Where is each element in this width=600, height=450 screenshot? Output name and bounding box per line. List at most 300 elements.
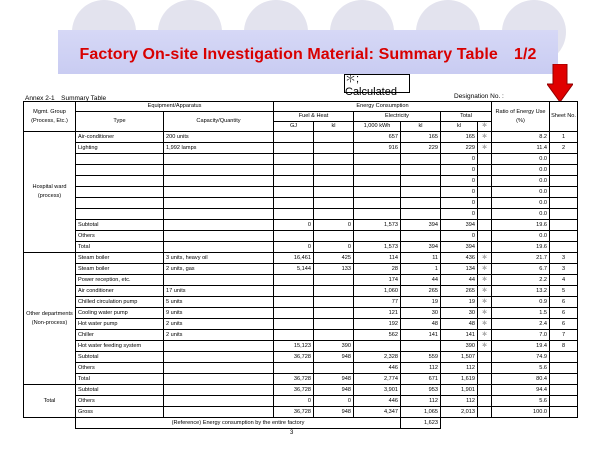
row-calc-mark: ＊ bbox=[478, 264, 492, 275]
table-row bbox=[24, 220, 578, 231]
row-elec-kwh: 2,328 bbox=[354, 352, 401, 363]
row-elec-kl: 141 bbox=[401, 330, 441, 341]
table-row bbox=[24, 264, 578, 275]
row-capacity bbox=[164, 209, 274, 220]
row-calc-mark: ＊ bbox=[478, 143, 492, 154]
row-capacity: 3 units, heavy oil bbox=[164, 253, 274, 264]
reference-row bbox=[24, 418, 578, 429]
row-elec-kwh: 4,347 bbox=[354, 407, 401, 418]
table-row bbox=[24, 209, 578, 220]
row-ratio: 74.9 bbox=[492, 352, 550, 363]
table-row bbox=[24, 319, 578, 330]
row-calc-mark bbox=[478, 374, 492, 385]
table-row bbox=[24, 198, 578, 209]
row-sheet-no bbox=[550, 242, 578, 253]
row-elec-kwh: 192 bbox=[354, 319, 401, 330]
row-total-kl: 394 bbox=[441, 242, 478, 253]
row-sheet-no: 1 bbox=[550, 132, 578, 143]
row-total-kl: 165 bbox=[441, 132, 478, 143]
row-fuel-gj bbox=[274, 132, 314, 143]
row-fuel-kl bbox=[314, 187, 354, 198]
header-sheet: Sheet No. bbox=[550, 102, 578, 132]
row-ratio: 5.6 bbox=[492, 396, 550, 407]
row-ratio: 94.4 bbox=[492, 385, 550, 396]
table-row bbox=[24, 176, 578, 187]
row-type: Gross bbox=[76, 407, 164, 418]
row-sheet-no bbox=[550, 396, 578, 407]
row-elec-kl: 11 bbox=[401, 253, 441, 264]
table-row bbox=[24, 286, 578, 297]
row-fuel-kl: 0 bbox=[314, 396, 354, 407]
row-total-kl: 0 bbox=[441, 209, 478, 220]
row-capacity: 200 units bbox=[164, 132, 274, 143]
row-fuel-kl: 425 bbox=[314, 253, 354, 264]
row-fuel-kl bbox=[314, 286, 354, 297]
row-type bbox=[76, 176, 164, 187]
row-sheet-no bbox=[550, 220, 578, 231]
row-type bbox=[76, 187, 164, 198]
table-row bbox=[24, 275, 578, 286]
table-row bbox=[24, 154, 578, 165]
header-capacity: Capacity/Quantity bbox=[164, 112, 274, 132]
row-ratio: 1.5 bbox=[492, 308, 550, 319]
row-capacity bbox=[164, 341, 274, 352]
row-capacity bbox=[164, 187, 274, 198]
row-elec-kwh: 916 bbox=[354, 143, 401, 154]
reference-label: (Reference) Energy consumption by the entire factory bbox=[76, 418, 401, 429]
row-sheet-no bbox=[550, 385, 578, 396]
row-type: Air-conditioner bbox=[76, 132, 164, 143]
row-ratio: 19.6 bbox=[492, 220, 550, 231]
row-sheet-no: 6 bbox=[550, 319, 578, 330]
row-elec-kwh: 1,573 bbox=[354, 242, 401, 253]
row-fuel-kl: 390 bbox=[314, 341, 354, 352]
row-total-kl: 0 bbox=[441, 165, 478, 176]
row-fuel-kl bbox=[314, 176, 354, 187]
row-elec-kl: 112 bbox=[401, 363, 441, 374]
row-sheet-no bbox=[550, 165, 578, 176]
row-elec-kl bbox=[401, 187, 441, 198]
row-fuel-gj bbox=[274, 154, 314, 165]
row-fuel-gj: 36,728 bbox=[274, 374, 314, 385]
row-calc-mark bbox=[478, 154, 492, 165]
row-capacity: 5 units bbox=[164, 297, 274, 308]
row-fuel-gj: 5,144 bbox=[274, 264, 314, 275]
row-total-kl: 0 bbox=[441, 198, 478, 209]
row-elec-kwh bbox=[354, 176, 401, 187]
row-calc-mark bbox=[478, 352, 492, 363]
row-type: Chilled circulation pump bbox=[76, 297, 164, 308]
row-capacity bbox=[164, 165, 274, 176]
row-capacity bbox=[164, 352, 274, 363]
row-ratio: 2.4 bbox=[492, 319, 550, 330]
row-fuel-kl: 0 bbox=[314, 220, 354, 231]
row-sheet-no bbox=[550, 176, 578, 187]
row-elec-kl bbox=[401, 231, 441, 242]
row-elec-kwh bbox=[354, 341, 401, 352]
row-sheet-no bbox=[550, 198, 578, 209]
row-total-kl: 1,619 bbox=[441, 374, 478, 385]
row-ratio: 2.2 bbox=[492, 275, 550, 286]
row-fuel-kl bbox=[314, 297, 354, 308]
row-capacity bbox=[164, 374, 274, 385]
row-ratio: 21.7 bbox=[492, 253, 550, 264]
row-fuel-gj: 36,728 bbox=[274, 407, 314, 418]
row-fuel-gj: 36,728 bbox=[274, 352, 314, 363]
row-fuel-kl bbox=[314, 154, 354, 165]
row-elec-kl bbox=[401, 198, 441, 209]
row-elec-kl bbox=[401, 165, 441, 176]
row-fuel-gj bbox=[274, 198, 314, 209]
row-elec-kl: 394 bbox=[401, 220, 441, 231]
row-calc-mark bbox=[478, 363, 492, 374]
row-fuel-gj bbox=[274, 165, 314, 176]
row-calc-mark bbox=[478, 165, 492, 176]
row-elec-kwh bbox=[354, 165, 401, 176]
row-total-kl: 0 bbox=[441, 187, 478, 198]
header-unit-kl: kl bbox=[314, 122, 354, 132]
row-elec-kwh bbox=[354, 154, 401, 165]
header-type: Type bbox=[76, 112, 164, 132]
row-capacity bbox=[164, 363, 274, 374]
table-row bbox=[24, 407, 578, 418]
row-type: Others bbox=[76, 363, 164, 374]
header-fuel-heat: Fuel & Heat bbox=[274, 112, 354, 122]
row-ratio: 8.2 bbox=[492, 132, 550, 143]
row-fuel-kl bbox=[314, 330, 354, 341]
row-sheet-no: 4 bbox=[550, 275, 578, 286]
row-total-kl: 134 bbox=[441, 264, 478, 275]
row-type: Hot water feeding system bbox=[76, 341, 164, 352]
page-title: Factory On-site Investigation Material: Summary Table 1/2 bbox=[79, 45, 537, 63]
table-row bbox=[24, 308, 578, 319]
summary-table-body bbox=[24, 102, 578, 429]
row-elec-kwh bbox=[354, 209, 401, 220]
header-ratio: Ratio of Energy Use (%) bbox=[492, 102, 550, 132]
row-ratio: 80.4 bbox=[492, 374, 550, 385]
row-elec-kl: 48 bbox=[401, 319, 441, 330]
row-fuel-kl bbox=[314, 275, 354, 286]
row-calc-mark bbox=[478, 220, 492, 231]
header-total: Total bbox=[441, 112, 492, 122]
calculated-note: ＊; Calculated bbox=[344, 74, 410, 93]
row-type: Subtotal bbox=[76, 385, 164, 396]
row-calc-mark: ＊ bbox=[478, 132, 492, 143]
title-banner bbox=[58, 30, 558, 74]
row-total-kl: 112 bbox=[441, 363, 478, 374]
header-mgmt-group: Mgmt. Group (Process, Etc.) bbox=[24, 102, 76, 132]
row-sheet-no bbox=[550, 231, 578, 242]
row-type: Steam boiler bbox=[76, 253, 164, 264]
row-elec-kwh: 562 bbox=[354, 330, 401, 341]
row-total-kl: 48 bbox=[441, 319, 478, 330]
row-fuel-kl bbox=[314, 165, 354, 176]
designation-label: Designation No. : bbox=[454, 93, 504, 100]
row-type: Hot water pump bbox=[76, 319, 164, 330]
row-ratio: 0.0 bbox=[492, 209, 550, 220]
row-ratio: 7.0 bbox=[492, 330, 550, 341]
row-fuel-gj: 0 bbox=[274, 242, 314, 253]
row-fuel-kl: 948 bbox=[314, 352, 354, 363]
row-calc-mark: ＊ bbox=[478, 286, 492, 297]
header-unit-kl-elec: kl bbox=[401, 122, 441, 132]
row-total-kl: 0 bbox=[441, 176, 478, 187]
annex-label: Annex 2-1 Summary Table bbox=[25, 95, 107, 102]
table-row bbox=[24, 165, 578, 176]
row-type: Steam boiler bbox=[76, 264, 164, 275]
row-fuel-gj bbox=[274, 330, 314, 341]
row-total-kl: 1,507 bbox=[441, 352, 478, 363]
row-total-kl: 0 bbox=[441, 231, 478, 242]
row-elec-kl: 1,065 bbox=[401, 407, 441, 418]
row-calc-mark: ＊ bbox=[478, 275, 492, 286]
row-calc-mark: ＊ bbox=[478, 319, 492, 330]
row-elec-kwh: 77 bbox=[354, 297, 401, 308]
row-capacity: 17 units bbox=[164, 286, 274, 297]
row-elec-kwh: 28 bbox=[354, 264, 401, 275]
row-sheet-no: 3 bbox=[550, 253, 578, 264]
table-row bbox=[24, 396, 578, 407]
row-ratio: 0.0 bbox=[492, 176, 550, 187]
row-elec-kwh: 657 bbox=[354, 132, 401, 143]
row-capacity: 9 units bbox=[164, 308, 274, 319]
row-fuel-kl: 948 bbox=[314, 407, 354, 418]
row-capacity: 2 units bbox=[164, 319, 274, 330]
row-sheet-no bbox=[550, 209, 578, 220]
row-sheet-no: 8 bbox=[550, 341, 578, 352]
row-capacity bbox=[164, 242, 274, 253]
row-sheet-no: 5 bbox=[550, 286, 578, 297]
header-unit-kl-total: kl bbox=[441, 122, 478, 132]
summary-table bbox=[23, 101, 578, 429]
table-row bbox=[24, 253, 578, 264]
row-ratio: 0.0 bbox=[492, 165, 550, 176]
row-elec-kl: 229 bbox=[401, 143, 441, 154]
reference-total: 1,623 bbox=[401, 418, 441, 429]
row-total-kl: 0 bbox=[441, 154, 478, 165]
row-sheet-no: 6 bbox=[550, 308, 578, 319]
row-total-kl: 390 bbox=[441, 341, 478, 352]
row-fuel-kl bbox=[314, 308, 354, 319]
header-calc-mark: ＊ bbox=[478, 122, 492, 132]
row-type bbox=[76, 198, 164, 209]
row-ratio: 11.4 bbox=[492, 143, 550, 154]
row-capacity bbox=[164, 198, 274, 209]
table-row bbox=[24, 297, 578, 308]
row-elec-kwh: 2,774 bbox=[354, 374, 401, 385]
row-calc-mark: ＊ bbox=[478, 330, 492, 341]
row-elec-kwh bbox=[354, 231, 401, 242]
header-unit-gj: GJ bbox=[274, 122, 314, 132]
row-elec-kwh: 121 bbox=[354, 308, 401, 319]
row-elec-kl bbox=[401, 209, 441, 220]
row-fuel-kl bbox=[314, 231, 354, 242]
row-ratio: 0.0 bbox=[492, 198, 550, 209]
row-fuel-gj: 36,728 bbox=[274, 385, 314, 396]
table-row bbox=[24, 231, 578, 242]
row-elec-kl: 671 bbox=[401, 374, 441, 385]
row-fuel-gj: 16,461 bbox=[274, 253, 314, 264]
row-fuel-gj bbox=[274, 275, 314, 286]
page-number: 3 bbox=[290, 430, 294, 436]
row-capacity bbox=[164, 275, 274, 286]
row-type: Others bbox=[76, 231, 164, 242]
row-sheet-no bbox=[550, 352, 578, 363]
row-ratio: 5.6 bbox=[492, 363, 550, 374]
row-elec-kl bbox=[401, 341, 441, 352]
row-ratio: 19.4 bbox=[492, 341, 550, 352]
row-elec-kwh: 1,060 bbox=[354, 286, 401, 297]
row-fuel-kl bbox=[314, 209, 354, 220]
row-calc-mark bbox=[478, 176, 492, 187]
row-fuel-kl bbox=[314, 198, 354, 209]
row-type: Subtotal bbox=[76, 352, 164, 363]
row-fuel-kl bbox=[314, 143, 354, 154]
row-ratio: 100.0 bbox=[492, 407, 550, 418]
table-row bbox=[24, 352, 578, 363]
row-total-kl: 141 bbox=[441, 330, 478, 341]
row-type bbox=[76, 154, 164, 165]
row-calc-mark bbox=[478, 187, 492, 198]
row-elec-kl: 44 bbox=[401, 275, 441, 286]
row-calc-mark: ＊ bbox=[478, 341, 492, 352]
table-row bbox=[24, 385, 578, 396]
row-ratio: 6.7 bbox=[492, 264, 550, 275]
row-sheet-no: 3 bbox=[550, 264, 578, 275]
row-type: Subtotal bbox=[76, 220, 164, 231]
group-other-departments: Other departments (Non-process) bbox=[24, 253, 76, 385]
row-type: Chiller bbox=[76, 330, 164, 341]
row-elec-kl: 265 bbox=[401, 286, 441, 297]
row-type: Lighting bbox=[76, 143, 164, 154]
row-ratio: 13.2 bbox=[492, 286, 550, 297]
row-calc-mark bbox=[478, 209, 492, 220]
row-capacity: 2 units, gas bbox=[164, 264, 274, 275]
row-type: Air conditioner bbox=[76, 286, 164, 297]
row-capacity: 1,992 lamps bbox=[164, 143, 274, 154]
table-row bbox=[24, 187, 578, 198]
row-calc-mark bbox=[478, 231, 492, 242]
row-total-kl: 229 bbox=[441, 143, 478, 154]
row-fuel-kl bbox=[314, 363, 354, 374]
row-fuel-gj bbox=[274, 297, 314, 308]
row-elec-kl bbox=[401, 176, 441, 187]
row-calc-mark: ＊ bbox=[478, 253, 492, 264]
row-elec-kl: 559 bbox=[401, 352, 441, 363]
table-row bbox=[24, 132, 578, 143]
row-total-kl: 436 bbox=[441, 253, 478, 264]
row-elec-kwh: 446 bbox=[354, 396, 401, 407]
row-sheet-no bbox=[550, 374, 578, 385]
row-ratio: 0.0 bbox=[492, 154, 550, 165]
row-type: Power reception, etc. bbox=[76, 275, 164, 286]
row-type: Total bbox=[76, 374, 164, 385]
row-fuel-gj bbox=[274, 143, 314, 154]
table-row bbox=[24, 330, 578, 341]
row-calc-mark bbox=[478, 198, 492, 209]
row-fuel-gj bbox=[274, 187, 314, 198]
row-calc-mark bbox=[478, 396, 492, 407]
row-ratio: 0.0 bbox=[492, 231, 550, 242]
row-sheet-no bbox=[550, 407, 578, 418]
row-type: Cooling water pump bbox=[76, 308, 164, 319]
row-total-kl: 19 bbox=[441, 297, 478, 308]
row-fuel-gj: 15,123 bbox=[274, 341, 314, 352]
row-elec-kl: 112 bbox=[401, 396, 441, 407]
row-fuel-gj: 0 bbox=[274, 220, 314, 231]
row-ratio: 0.0 bbox=[492, 187, 550, 198]
row-sheet-no bbox=[550, 187, 578, 198]
row-elec-kwh: 3,901 bbox=[354, 385, 401, 396]
row-calc-mark bbox=[478, 242, 492, 253]
row-total-kl: 112 bbox=[441, 396, 478, 407]
row-total-kl: 30 bbox=[441, 308, 478, 319]
header-energy: Energy Consumption bbox=[274, 102, 492, 112]
row-capacity bbox=[164, 385, 274, 396]
row-elec-kl bbox=[401, 154, 441, 165]
row-ratio: 0.9 bbox=[492, 297, 550, 308]
row-fuel-kl: 948 bbox=[314, 385, 354, 396]
header-electricity: Electricity bbox=[354, 112, 441, 122]
row-fuel-gj bbox=[274, 176, 314, 187]
row-sheet-no: 7 bbox=[550, 330, 578, 341]
reference-spacer bbox=[24, 418, 76, 429]
row-calc-mark: ＊ bbox=[478, 308, 492, 319]
row-elec-kl: 953 bbox=[401, 385, 441, 396]
row-total-kl: 1,901 bbox=[441, 385, 478, 396]
row-type bbox=[76, 209, 164, 220]
row-type: Total bbox=[76, 242, 164, 253]
row-elec-kwh: 1,573 bbox=[354, 220, 401, 231]
table-row bbox=[24, 143, 578, 154]
row-total-kl: 394 bbox=[441, 220, 478, 231]
row-elec-kl: 394 bbox=[401, 242, 441, 253]
row-fuel-gj bbox=[274, 209, 314, 220]
row-ratio: 19.6 bbox=[492, 242, 550, 253]
row-capacity: 2 units bbox=[164, 330, 274, 341]
table-row bbox=[24, 374, 578, 385]
row-sheet-no bbox=[550, 154, 578, 165]
row-total-kl: 265 bbox=[441, 286, 478, 297]
row-elec-kl: 1 bbox=[401, 264, 441, 275]
group-total: Total bbox=[24, 385, 76, 418]
table-row bbox=[24, 242, 578, 253]
row-elec-kwh bbox=[354, 198, 401, 209]
row-capacity bbox=[164, 396, 274, 407]
header-equipment: Equipment/Apparatus bbox=[76, 102, 274, 112]
row-fuel-gj bbox=[274, 363, 314, 374]
row-calc-mark bbox=[478, 407, 492, 418]
row-elec-kwh: 114 bbox=[354, 253, 401, 264]
row-fuel-gj bbox=[274, 231, 314, 242]
row-capacity bbox=[164, 154, 274, 165]
row-elec-kwh bbox=[354, 187, 401, 198]
row-elec-kwh: 174 bbox=[354, 275, 401, 286]
row-capacity bbox=[164, 407, 274, 418]
row-calc-mark: ＊ bbox=[478, 297, 492, 308]
row-calc-mark bbox=[478, 385, 492, 396]
header-unit-kwh: 1,000 kWh bbox=[354, 122, 401, 132]
row-fuel-kl bbox=[314, 319, 354, 330]
row-elec-kl: 165 bbox=[401, 132, 441, 143]
table-row bbox=[24, 363, 578, 374]
row-sheet-no: 2 bbox=[550, 143, 578, 154]
group-hospital-ward: Hospital ward (process) bbox=[24, 132, 76, 253]
row-fuel-kl bbox=[314, 132, 354, 143]
row-elec-kl: 19 bbox=[401, 297, 441, 308]
row-fuel-gj bbox=[274, 286, 314, 297]
row-capacity bbox=[164, 231, 274, 242]
